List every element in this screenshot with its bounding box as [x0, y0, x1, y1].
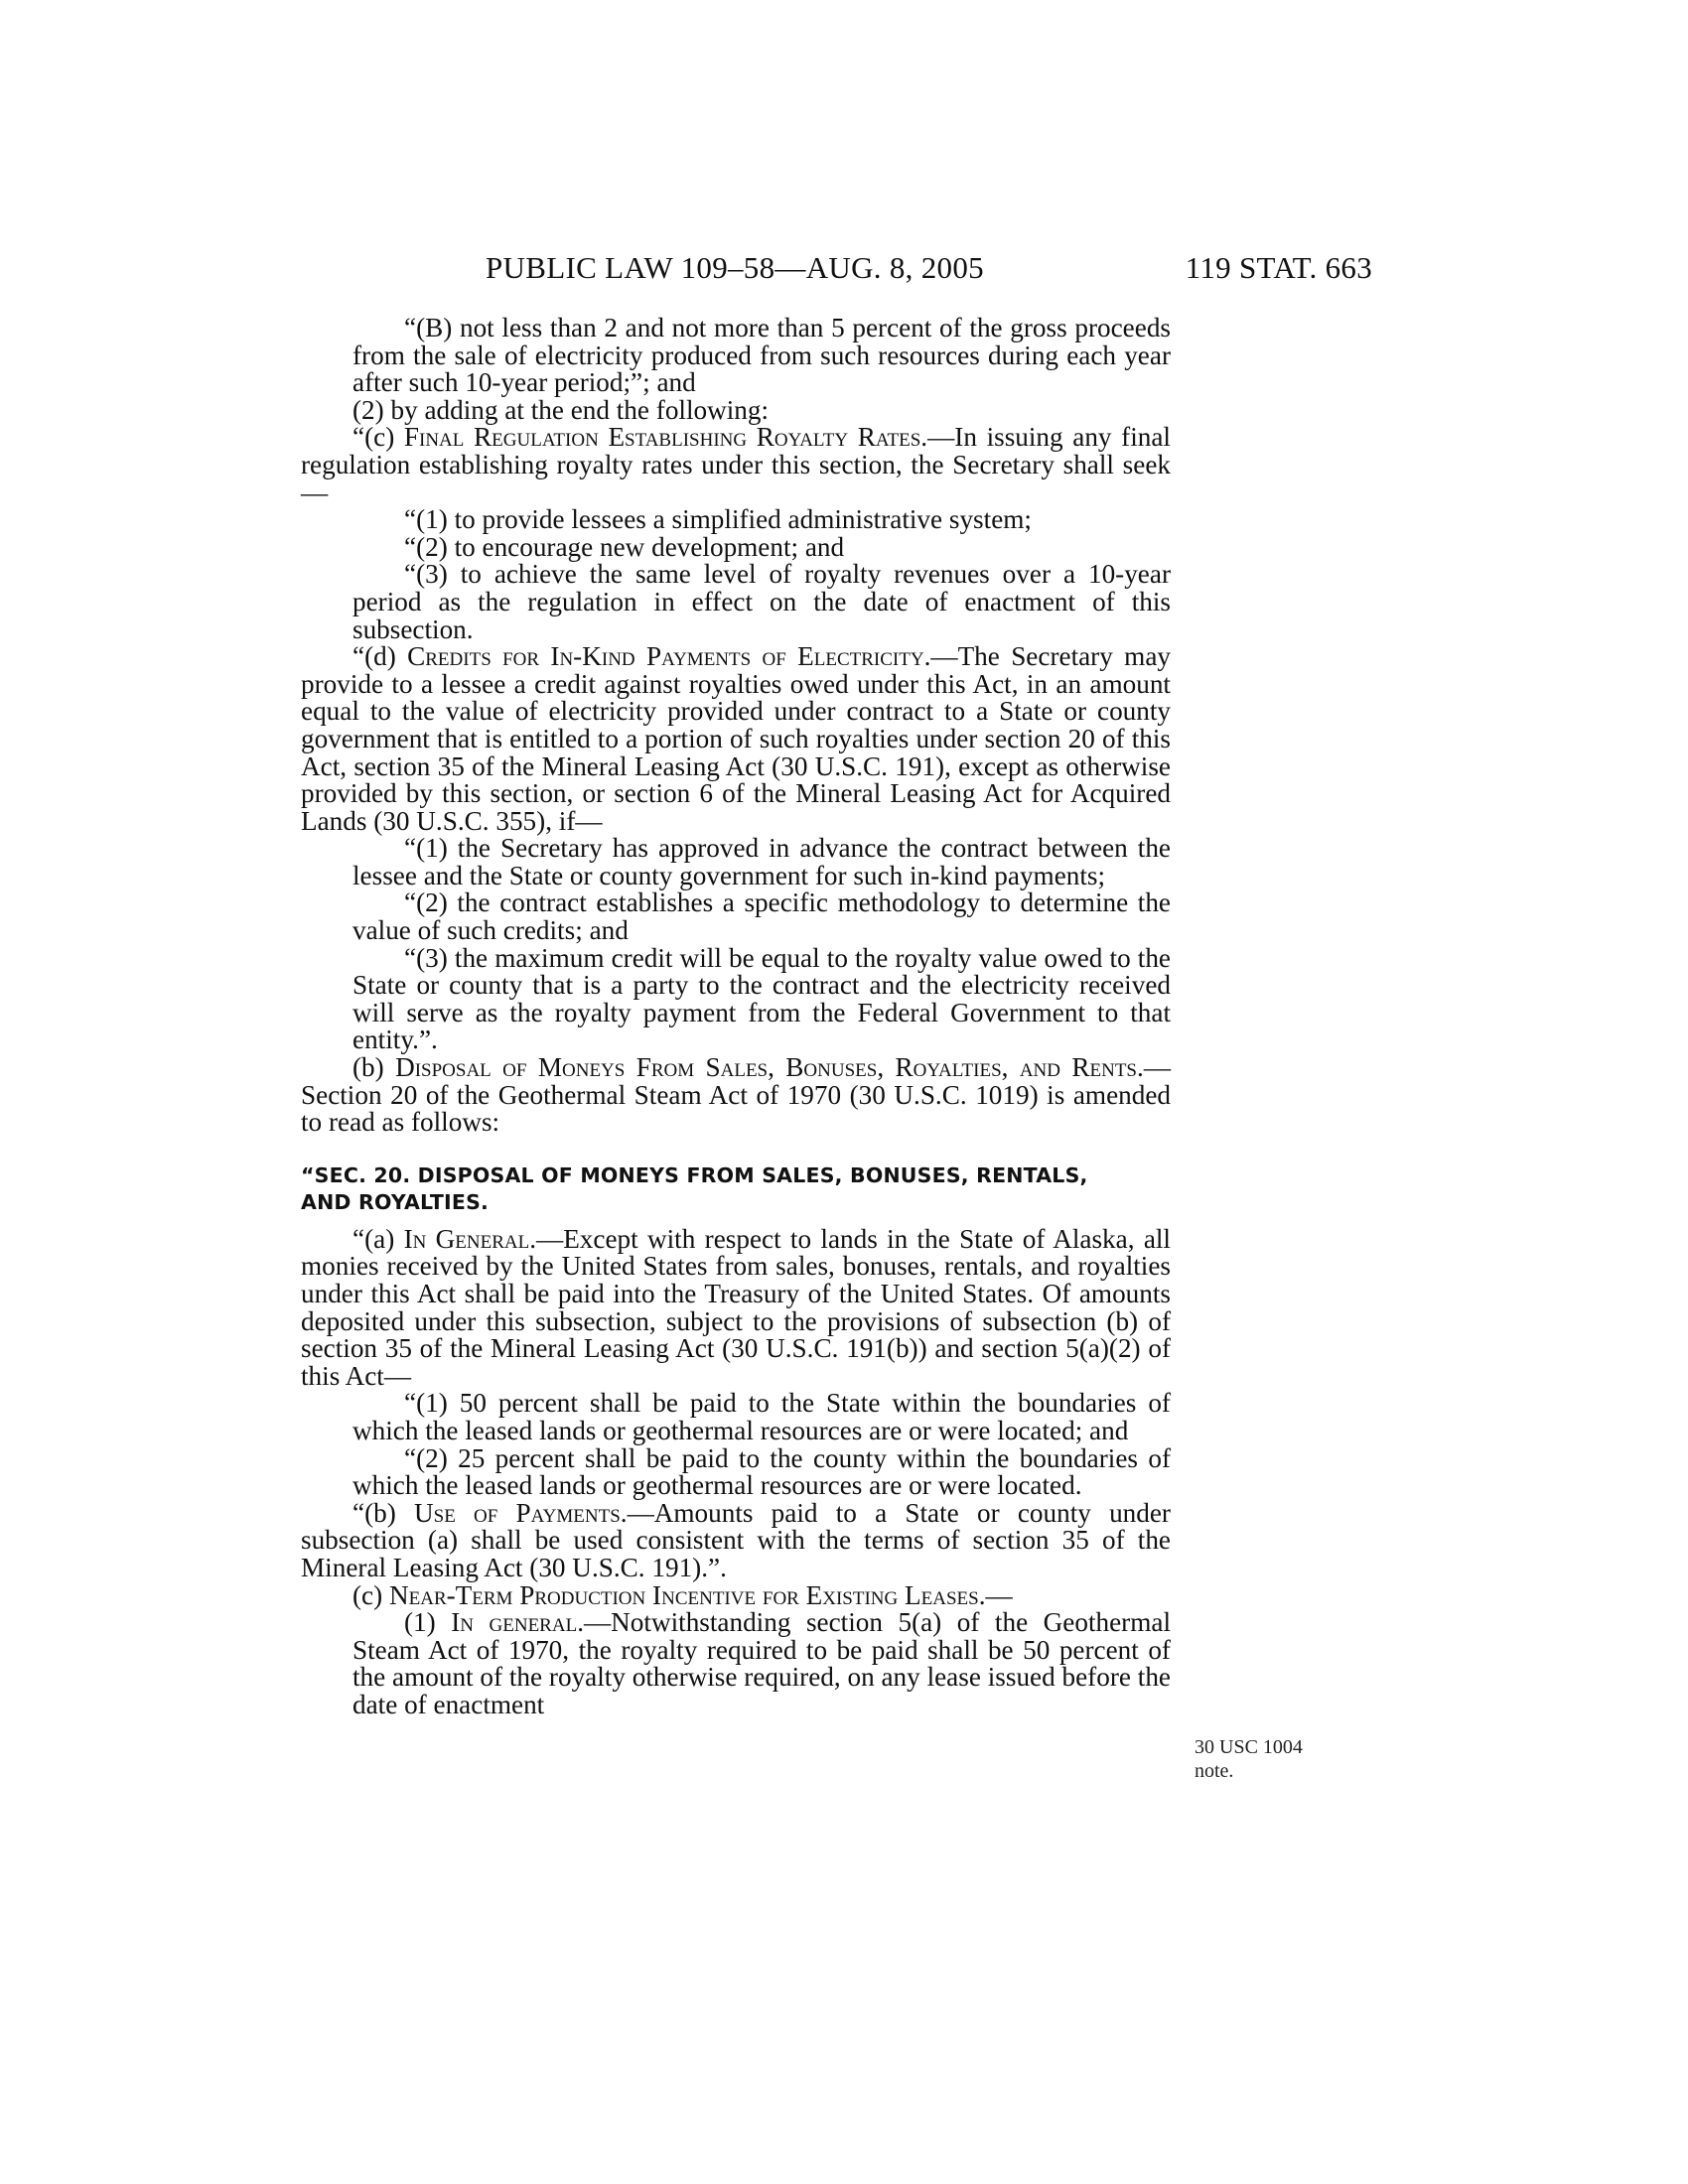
section-20-heading: “SEC. 20. DISPOSAL OF MONEYS FROM SALES, BONUSES, RENTALS, AND ROYALTIES. — [301, 1162, 1088, 1214]
statute-body — [301, 315, 1171, 1719]
para-c-near-term-incentive: (c) Near-Term Production Incentive for Existing Leases.— — [352, 1579, 1013, 1610]
para-b-royalty-percent: “(B) not less than 2 and not more than 5 percent of the gross proceeds from the sale of electricity produced from such resources during each year after such 10-year period;”; and — [352, 313, 1171, 398]
item-3-maximum-credit: “(3) the maximum credit will be equal to the royalty value owed to the State or county that is a party to the contract and the electricity received will serve as the royalty payment from the Federal Government to that entity.”. — [352, 942, 1171, 1055]
para-d-credits: “(d) Credits for In-Kind Payments of Electricity.—The Secretary may provide to a lessee a credit against royalties owed under this Act, in an amount equal to the value of electricity provided under contract to a State or county government that is entitled to a portion of such royalties under section 20 of this Act, section 35 of the Mineral Leasing Act (30 U.S.C. 191), except as otherwise provided by this section, or section 6 of the Mineral Leasing Act for Acquired Lands (30 U.S.C. 355), if— — [301, 641, 1171, 836]
item-3-same-revenue: “(3) to achieve the same level of royalty revenues over a 10-year period as the regulation in effect on the date of enactment of this subsection. — [352, 559, 1171, 644]
item-2-county-share: “(2) 25 percent shall be paid to the county within the boundaries of which the leased lands or geothermal resources are or were located. — [352, 1442, 1171, 1501]
item-1-simplified-system: “(1) to provide lessees a simplified administrative system; — [404, 504, 1032, 535]
para-c-final-regulation: “(c) Final Regulation Establishing Royalty Rates.—In issuing any final regulation establishing royalty rates under this section, the Secretary shall seek— — [301, 422, 1171, 507]
running-head-title: PUBLIC LAW 109–58—AUG. 8, 2005 — [486, 250, 984, 285]
page-number: 119 STAT. 663 — [1185, 250, 1372, 285]
item-1-state-share: “(1) 50 percent shall be paid to the State within the boundaries of which the leased lands or geothermal resources are or were located; and — [352, 1388, 1171, 1445]
heading-in-general: In General — [403, 1223, 530, 1254]
para-b-use-of-payments: “(b) Use of Payments.—Amounts paid to a State or county under subsection (a) shall be used consistent with the terms of section 35 of the Mineral Leasing Act (30 U.S.C. 191).”. — [301, 1497, 1171, 1582]
para-2-adding: (2) by adding at the end the following: — [352, 394, 770, 425]
item-2-methodology: “(2) the contract establishes a specific methodology to determine the value of such credits; and — [352, 887, 1171, 946]
heading-use-of-payments: Use of Payments — [414, 1497, 621, 1528]
para-a-in-general: “(a) In General.—Except with respect to lands in the State of Alaska, all monies received by the United States from sales, bonuses, rentals, and royalties under this Act shall be paid into the Treasury of the United States. Of amounts deposited under this subsection, subject to the provisions of subsection (b) of section 35 of the Mineral Leasing Act (30 U.S.C. 191(b)) and section 5(a)(2) of this Act— — [301, 1223, 1171, 1391]
heading-in-general-lower: In general — [451, 1607, 578, 1638]
item-1-approved-contract: “(1) the Secretary has approved in advance the contract between the lessee and the State or county government for such in-kind payments; — [352, 833, 1171, 890]
para-b-disposal: (b) Disposal of Moneys From Sales, Bonuses, Royalties, and Rents.—Section 20 of the Geothermal Steam Act of 1970 (30 U.S.C. 1019) is amended to read as follows: — [301, 1052, 1171, 1138]
heading-near-term: Near-Term Production Incentive for Existing Leases — [388, 1579, 979, 1610]
heading-final-regulation: Final Regulation Establishing Royalty Rates — [403, 422, 921, 453]
para-1-in-general: (1) In general.—Notwithstanding section 5(a) of the Geothermal Steam Act of 1970, the royalty required to be paid shall be 50 percent of the amount of the royalty otherwise required, on any lease issued before the date of enactment — [352, 1607, 1171, 1719]
margin-note-usc: 30 USC 1004 note. — [1195, 1736, 1303, 1782]
heading-disposal: Disposal of Moneys From Sales, Bonuses, Royalties, and Rents — [395, 1052, 1138, 1083]
item-2-new-development: “(2) to encourage new development; and — [404, 531, 845, 562]
heading-credits: Credits for In-Kind Payments of Electricity — [407, 641, 924, 672]
